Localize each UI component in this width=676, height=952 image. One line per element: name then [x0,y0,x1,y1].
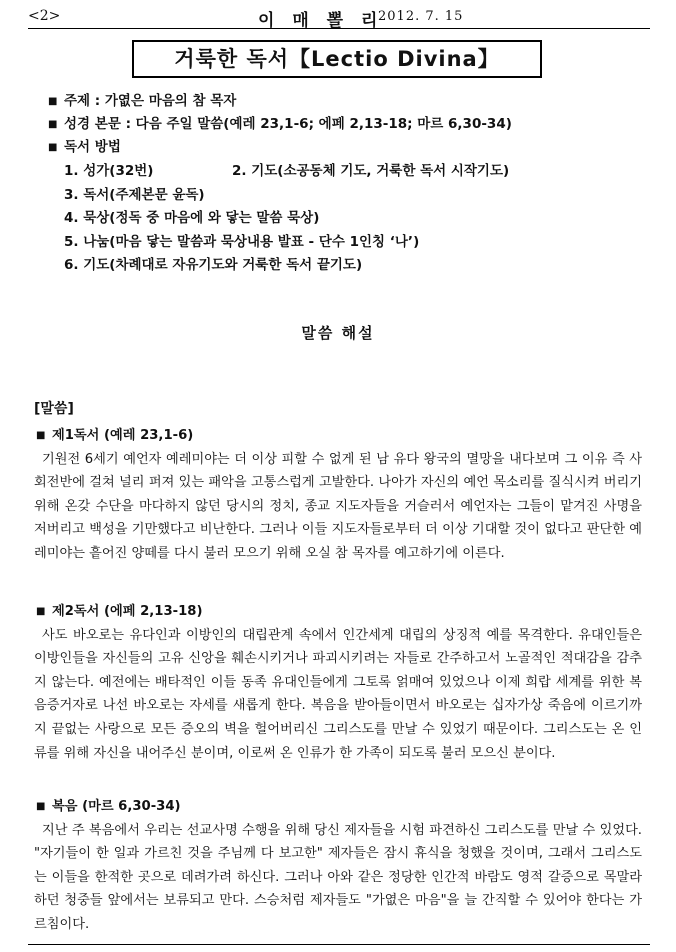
step-row [64,160,510,184]
scripture-row [48,113,512,136]
step-1: 1. 성가(32번) [64,163,154,179]
reading-text: 사도 바오로는 유다인과 이방인의 대립관계 속에서 인간세계 대립의 상징적 예를 목격한다. 유대인들은 이방인들을 자신들의 고유 신앙을 훼손시키거나 파괴시키려는 자들로 간주하고서 노골적인 적대감을 감추지 않는다. 예전에는 배타적인 이들 동족 유대인들에게 그토록 얽매여 있었으나 이제 희랍 세계를 위한 복음증거자로 나선 바오로는 자세를 새롭게 한다. 복음을 받아들이면서 바오로는 십자가상 죽음에 이르기까지 끝없는 사랑으로 모든 증오의 벽을 헐어버리신 그리스도를 만날 수 있었기 때문이다. 그리스도는 온 인류를 위해 자신을 내어주신 분이며, 이로써 온 인류가 한 가족이 되도록 불러 모으신 분이다. [34,627,642,761]
scripture-text: 성경 본문 : 다음 주일 말씀(예레 23,1-6; 에페 2,13-18; 마르 6,30-34) [64,116,512,132]
reading-title-row [34,424,642,448]
square-bullet-icon: ■ [36,801,46,812]
footer-divider [28,944,650,945]
page-number: <2> [28,8,61,24]
issue-date: 2012. 7. 15 [378,9,464,24]
step-4: 4. 묵상(정독 중 마음에 와 닿는 말씀 묵상) [64,210,320,226]
section-title: 말씀 해설 [301,324,375,342]
reading-title: 제1독서 (예레 23,1-6) [52,428,194,443]
page-header [28,6,650,31]
step-6: 6. 기도(차례대로 자유기도와 거룩한 독서 끝기도) [64,257,363,273]
theme-row [48,90,512,113]
reading-text: 기원전 6세기 예언자 예레미야는 더 이상 피할 수 없게 된 남 유다 왕국의 멸망을 내다보며 그 이유 즉 사회전반에 걸쳐 널리 퍼져 있는 패악을 고통스럽게 고발한다. 나아가 자신의 예언 목소리를 질식시켜 버리기 위해 온갖 수단을 마다하지 않던 당시의 정치, 종교 지도자들을 거슬러서 예언자는 그들이 맡겨진 사명을 저버리고 백성을 기만했다고 비난한다. 그러나 이들 지도자들로부터 더 이상 기대할 것이 없다고 판단한 예레미야는 흩어진 양떼를 다시 불러 모으기 위해 오실 참 목자를 예고하기에 이른다. [34,451,642,561]
reading-title: 제2독서 (에페 2,13-18) [52,604,203,619]
square-bullet-icon: ■ [36,430,46,441]
square-bullet-icon: ■ [48,96,58,107]
header-divider [28,28,650,29]
step-3: 3. 독서(주제본문 윤독) [64,186,205,203]
square-bullet-icon: ■ [48,142,58,153]
info-list [48,90,512,159]
square-bullet-icon: ■ [36,606,46,617]
step-2: 2. 기도(소공동체 기도, 거룩한 독서 시작기도) [232,163,510,179]
reading-text: 지난 주 복음에서 우리는 선교사명 수행을 위해 당신 제자들을 시험 파견하신 그리스도를 만날 수 있었다. "자기들이 한 일과 가르친 것을 주님께 다 보고한" 제자들은 잠시 휴식을 청했을 것이며, 그래서 그리스도는 이들을 한적한 곳으로 데려가려 하신다. 그러나 아와 같은 정당한 인간적 바람도 영적 갈증으로 목말라 하던 청중들 앞에서는 보류되고 만다. 스승처럼 제자들도 "가엾은 마음"을 늘 간직할 수 있어야 한다는 가르침이다. [34,822,642,932]
square-bullet-icon: ■ [48,119,58,130]
reading-title-row [34,795,642,819]
bulletin-title: 이 매 뽈 리 [258,11,384,31]
reading-2 [34,600,642,765]
main-title: 거룩한 독서【Lectio Divina】 [132,40,542,78]
readings-label: [말씀] [34,401,74,417]
theme-text: 주제 : 가엾은 마음의 참 목자 [64,93,237,109]
method-row [48,136,512,159]
method-steps [64,160,510,278]
reading-1 [34,424,642,566]
reading-3 [34,795,642,937]
step-5: 5. 나눔(마음 닿는 말씀과 묵상내용 발표 - 단수 1인칭 ‘나’) [64,233,420,250]
reading-title-row [34,600,642,624]
reading-title: 복음 (마르 6,30-34) [52,799,181,814]
method-text: 독서 방법 [64,139,121,155]
